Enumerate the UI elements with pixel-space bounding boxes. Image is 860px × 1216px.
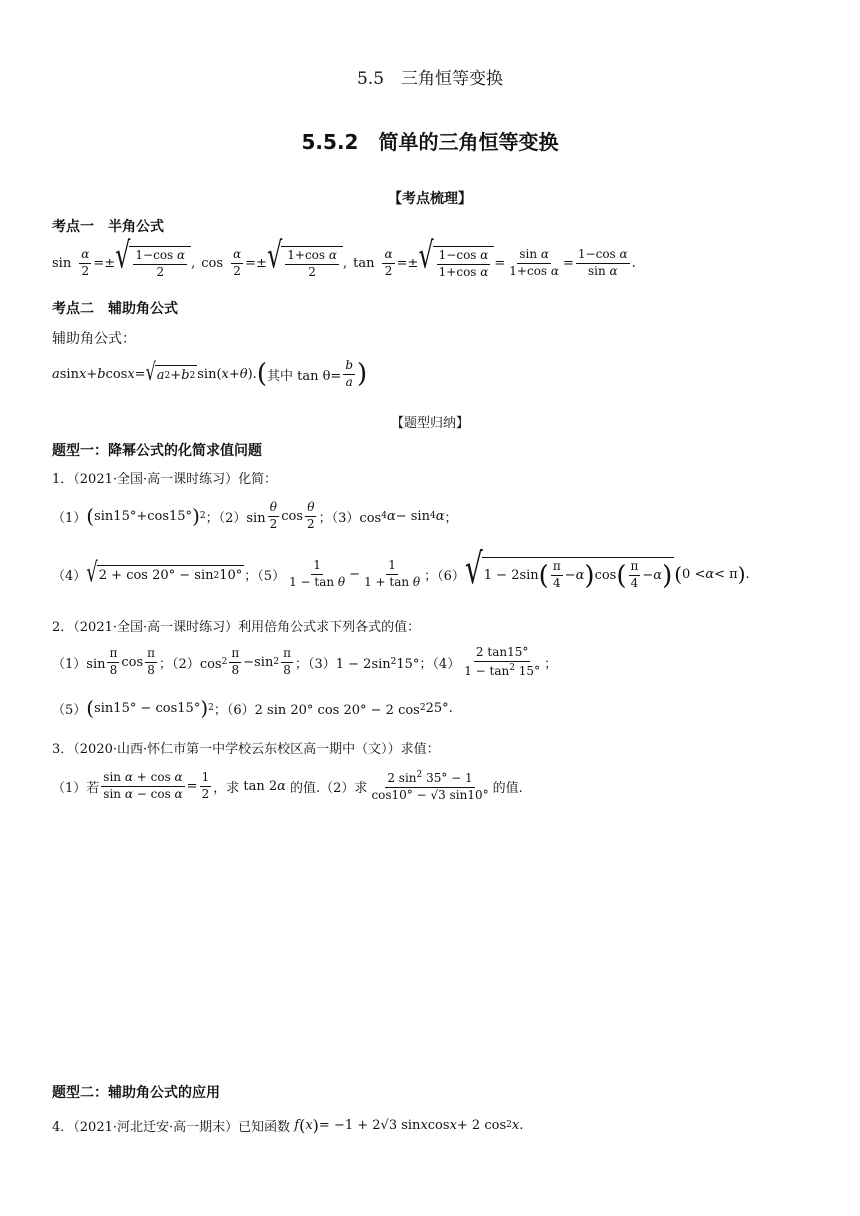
- section-title: 5.5.2 简单的三角恒等变换: [301, 130, 559, 154]
- p3-text-d: 的值.: [492, 780, 523, 796]
- problem2-part5-6: （5） ( sin15° − cos15° ) 2 ；（6）2 sin 20° cos 20° − 2 cos 2 25°.: [52, 696, 453, 720]
- p3-text-a: （1）若: [52, 780, 100, 796]
- problem3-stem: 3．（2020·山西·怀仁市第一中学校云东校区高一期中（文））求值：: [52, 742, 440, 757]
- problem3-parts: （1）若 $\frac{\text{sin α + cos α}}{\text{sin α − cos α}}$ = $\frac{1}{2}$ ，求 tan 2 α 的值.（2）求 $\frac{2 \sin^2 35^\circ - 1}{\cos 10^\circ - √3 \sin 10^\circ}$ 的值.: [52, 769, 523, 802]
- problem2-part1-4: （1）sin $\frac{\pi}{8}$ cos $\frac{\pi}{8}$ ；（2）cos 2 $\frac{\pi}{8}$ −sin 2 $\frac{\pi}{8}$ ；（3）1 − 2sin 2 15°；（4） $\frac{2 \tan 15^\circ}{1 - \tan^2 15^\circ}$ ；: [52, 644, 558, 678]
- types-heading: 【题型归纳】: [390, 416, 469, 431]
- half-angle-formulas: sin $\frac{\alpha}{2}$ =± √ $\frac{\text{1−cos α}}{2}$ , cos $\frac{\alpha}{2}$ =± √ $\frac{\text{1+cos α}}{2}$ , tan $\frac{\alpha}{2}$ =± √ $\frac{\text{1−cos α}}{\text{1+cos α}}$ = $\frac{\text{sin α}}{\text{1+cos α}}$ = $\frac{\text{1−cos α}}{\text{sin α}}$ .: [52, 234, 636, 279]
- review-heading: 【考点梳理】: [388, 191, 472, 207]
- p3-text-c: 的值.（2）求: [290, 780, 368, 796]
- point1-title: 考点一 半角公式: [52, 219, 164, 235]
- aux-note: 其中 tan θ=: [266, 368, 342, 384]
- type1-title: 题型一：降幂公式的化简求值问题: [52, 443, 262, 459]
- problem1-part4-6: （4） √ 2 + cos 20° − sin 2 10° ；（5） $\frac{1}{\text{1 − tan θ}}$ − $\frac{1}{\text{1 + tan θ}}$ ；（6） √ 1 − 2sin ( $\frac{\pi}{4}$ − α ) cos ( $\frac{\pi}{4}$ − α ) ( 0 < α < π ) .: [52, 544, 750, 594]
- aux-angle-formula: a sin x + b cos x = √ a 2 + b 2 sin( x + θ ). ( 其中 tan θ= $\frac{b}{a}$ ): [52, 357, 368, 389]
- p3-text-b: ，求: [213, 780, 240, 796]
- problem4: 4．（2021·河北迁安·高一期末）已知函数 f ( x ) = −1 + 2√3 sin x cos x + 2 cos 2 x .: [52, 1115, 524, 1135]
- problem4-stem: 4．（2021·河北迁安·高一期末）已知函数: [52, 1119, 291, 1135]
- chapter-title: 5.5 三角恒等变换: [356, 69, 504, 89]
- type2-title: 题型二：辅助角公式的应用: [52, 1085, 220, 1101]
- point2-title: 考点二 辅助角公式: [52, 301, 178, 317]
- point2-intro: 辅助角公式：: [52, 331, 136, 347]
- problem1-stem: 1．（2021·全国·高一课时练习）化简：: [52, 472, 278, 487]
- problem2-stem: 2．（2021·全国·高一课时练习）利用倍角公式求下列各式的值：: [52, 620, 421, 635]
- problem1-part1-3: （1） ( sin15°+cos15° ) 2 ；（2）sin $\frac{\theta}{2}$ cos $\frac{\theta}{2}$ ；（3）cos 4 α − sin 4 α ；: [52, 499, 458, 531]
